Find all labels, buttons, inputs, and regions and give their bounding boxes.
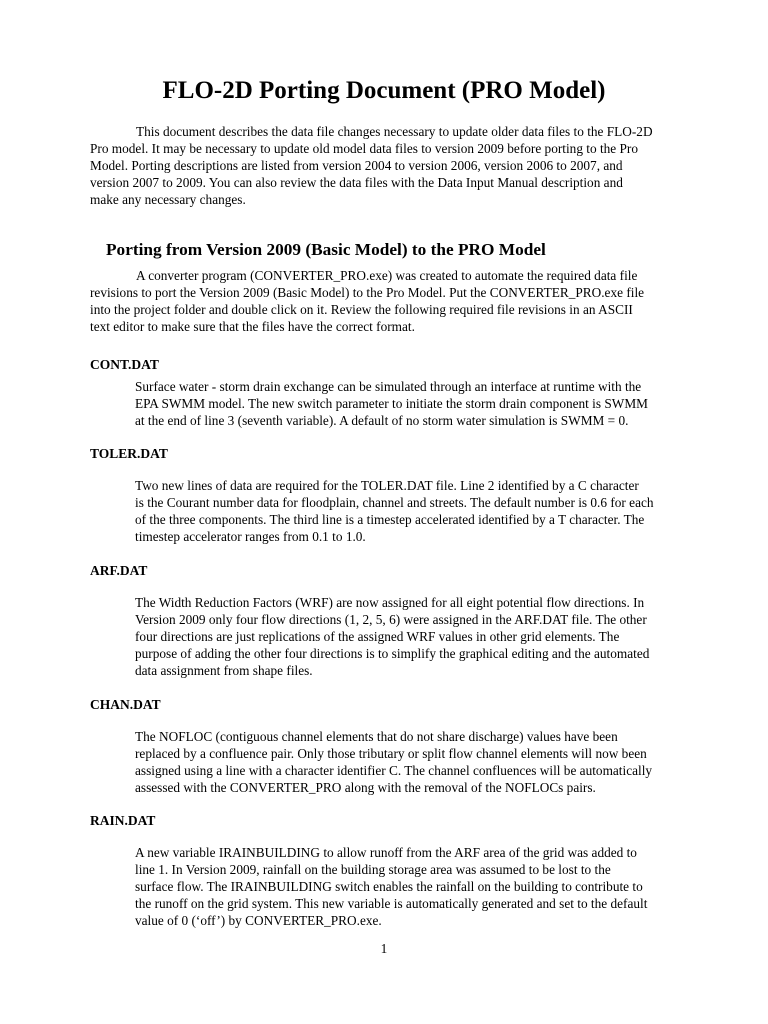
file-heading-chan-dat: CHAN.DAT [90,697,161,712]
description-line: timestep accelerator ranges from 0.1 to 1.0. [135,529,366,544]
section-intro-line: text editor to make sure that the files have the correct format. [90,319,415,334]
description-line: the runoff on the grid system. This new variable is automatically generated and set to the default [135,896,648,911]
file-heading-arf-dat: ARF.DAT [90,563,148,578]
description-line: assigned using a line with a character identifier C. The channel confluences will be automatically [135,763,653,778]
intro-line: Model. Porting descriptions are listed from version 2004 to version 2006, version 2006 to 2007, and [90,158,623,173]
section-intro-line: A converter program (CONVERTER_PRO.exe) was created to automate the required data file [136,268,638,283]
description-line: value of 0 (‘off’) by CONVERTER_PRO.exe. [135,913,382,928]
description-line: is the Courant number data for floodplain, channel and streets. The default number is 0.6 for each [135,495,654,510]
description-line: at the end of line 3 (seventh variable). A default of no storm water simulation is SWMM = 0. [135,413,629,428]
section-intro-line: into the project folder and double click on it. Review the following required file revisions in an ASCII [90,302,633,317]
description-line: Two new lines of data are required for the TOLER.DAT file. Line 2 identified by a C character [135,478,639,493]
description-line: Surface water - storm drain exchange can be simulated through an interface at runtime with the [135,379,642,394]
intro-line: version 2007 to 2009. You can also review the data files with the Data Input Manual description and [90,175,623,190]
intro-line: This document describes the data file changes necessary to update older data files to the FLO-2D [136,124,653,139]
description-line: EPA SWMM model. The new switch parameter to initiate the storm drain component is SWMM [135,396,648,411]
description-line: The NOFLOC (contiguous channel elements that do not share discharge) values have been [135,729,618,744]
description-line: surface flow. The IRAINBUILDING switch enables the rainfall on the building to contribute to [135,879,643,894]
file-heading-rain-dat: RAIN.DAT [90,813,156,828]
description-line: data assignment from shape files. [135,663,313,678]
document-title: FLO-2D Porting Document (PRO Model) [162,77,606,104]
description-line: of the three components. The third line is a timestep accelerated identified by a T character. The [135,512,645,527]
description-line: replaced by a confluence pair. Only those tributary or split flow channel elements will now been [135,746,647,761]
file-heading-cont-dat: CONT.DAT [90,357,159,372]
section-heading: Porting from Version 2009 (Basic Model) to the PRO Model [106,240,546,259]
file-heading-toler-dat: TOLER.DAT [90,446,168,461]
section-intro-line: revisions to port the Version 2009 (Basic Model) to the Pro Model. Put the CONVERTER_PRO.exe file [90,285,645,300]
page-number: 1 [380,941,388,956]
description-line: A new variable IRAINBUILDING to allow runoff from the ARF area of the grid was added to [135,845,637,860]
description-line: The Width Reduction Factors (WRF) are now assigned for all eight potential flow directions. In [135,595,645,610]
description-line: assessed with the CONVERTER_PRO along with the removal of the NOFLOCs pairs. [135,780,596,795]
intro-paragraph [90,123,653,208]
file-description-cont-dat [135,378,648,429]
file-description-rain-dat [135,844,647,929]
section-intro-paragraph [90,267,644,335]
description-line: four directions are just replications of the assigned WRF values in other grid elements. The [135,629,620,644]
intro-line: Pro model. It may be necessary to update old model data files to version 2009 before porting to the Pro [90,141,638,156]
description-line: line 1. In Version 2009, rainfall on the building storage area was assumed to be lost to the [135,862,611,877]
description-line: purpose of adding the other four directions is to simplify the graphical editing and the automated [135,646,650,661]
file-description-toler-dat [135,477,654,545]
intro-line: make any necessary changes. [90,192,246,207]
file-description-arf-dat [135,594,649,679]
file-description-chan-dat [135,728,652,796]
description-line: Version 2009 only four flow directions (1, 2, 5, 6) were assigned in the ARF.DAT file. The other [135,612,647,627]
